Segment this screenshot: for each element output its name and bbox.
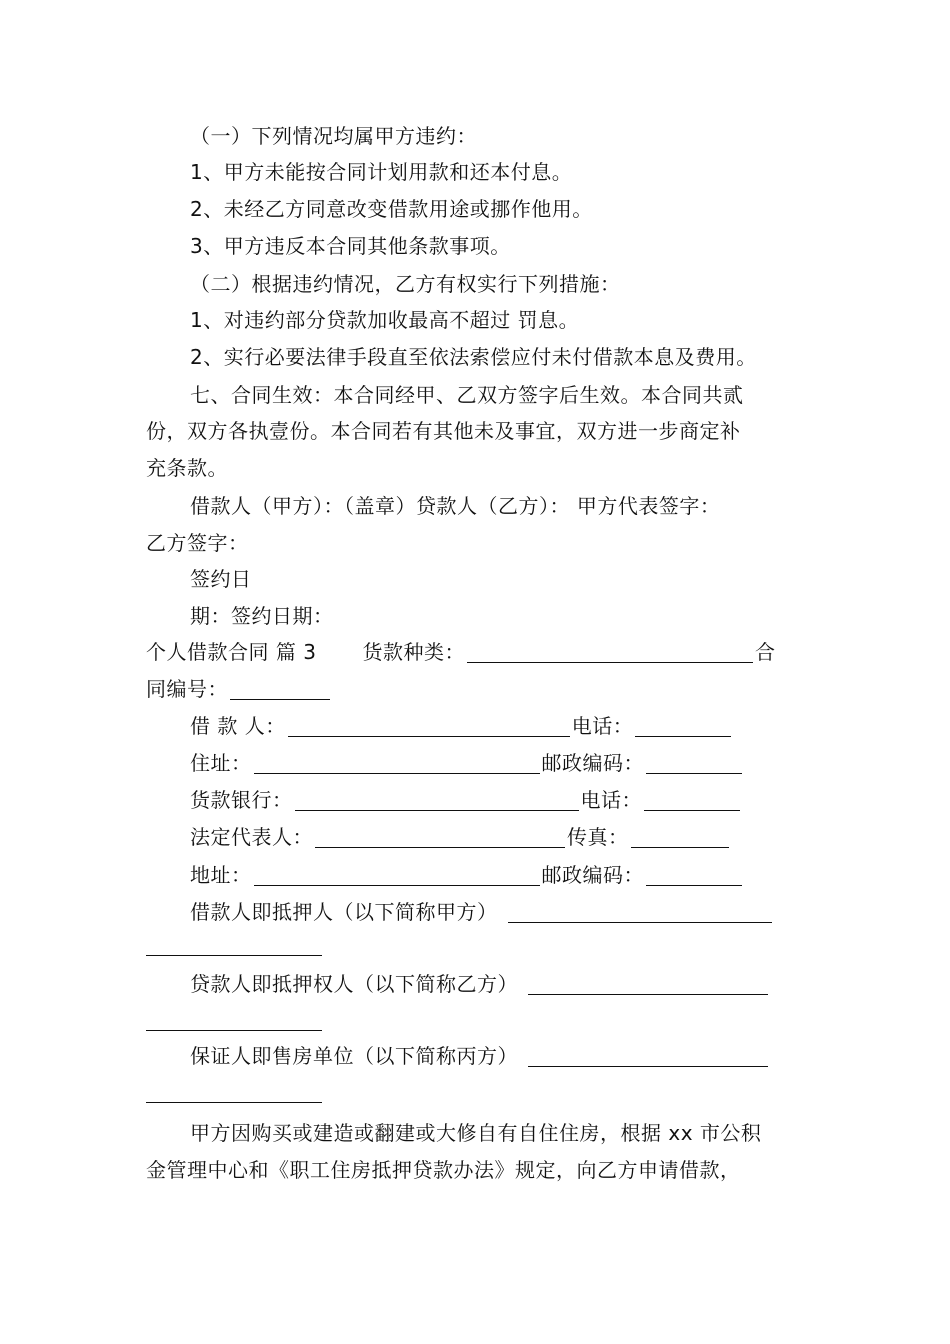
body-line-2: 金管理中心和《职工住房抵押贷款办法》规定，向乙方申请借款， (146, 1158, 741, 1182)
party-a-blank[interactable] (508, 900, 772, 923)
address-line: 住址： 邮政编码： (190, 745, 816, 781)
party-b-line: 贷款人即抵押权人（以下简称乙方） (190, 966, 816, 1002)
legal-rep-blank[interactable] (315, 825, 565, 848)
borrower-line: 借 款 人： 电话： (190, 708, 816, 744)
loan-type-label: 货款种类： (362, 640, 465, 664)
remedy-item-2: 2、实行必要法律手段直至依法索偿应付未付借款本息及费用。 (190, 345, 757, 369)
effect-clause-line-3: 充条款。 (146, 456, 228, 480)
bank-phone-blank[interactable] (644, 788, 740, 811)
party-c-blank-cont[interactable] (146, 1072, 322, 1103)
party-b-blank[interactable] (528, 972, 768, 995)
address-blank[interactable] (254, 751, 540, 774)
borrower-phone-blank[interactable] (635, 714, 731, 737)
sign-date-line-2: 期：签约日期： (190, 604, 334, 628)
signature-line-2: 乙方签字： (146, 531, 249, 555)
fax-blank[interactable] (631, 825, 729, 848)
breach-heading: （一）下列情况均属甲方违约： (190, 124, 477, 148)
contract-number-line (146, 671, 816, 707)
breach-item-1: 1、甲方未能按合同计划用款和还本付息。 (190, 160, 573, 184)
party-b-blank-cont[interactable] (146, 1000, 322, 1031)
sign-date-line-1: 签约日 (190, 567, 252, 591)
contract-header-line: 个人借款合同 篇 3 货款种类： 合 (146, 640, 776, 664)
bank-blank[interactable] (295, 788, 579, 811)
contract-number-blank[interactable] (230, 677, 330, 700)
loan-type-blank[interactable] (467, 640, 753, 663)
remedy-item-1: 1、对违约部分贷款加收最高不超过 罚息。 (190, 308, 580, 332)
contract-number-label: 同编号： (146, 677, 228, 701)
postcode2-blank[interactable] (646, 863, 742, 886)
address2-blank[interactable] (254, 863, 540, 886)
address2-line: 地址： 邮政编码： (190, 857, 816, 893)
signature-line-1: 借款人（甲方）：（盖章）贷款人（乙方）： 甲方代表签字： (190, 494, 721, 518)
borrower-blank[interactable] (288, 714, 570, 737)
party-c-line: 保证人即售房单位（以下简称丙方） (190, 1038, 816, 1074)
postcode-blank[interactable] (646, 751, 742, 774)
remedy-heading: （二）根据违约情况，乙方有权实行下列措施： (190, 272, 621, 296)
body-line-1: 甲方因购买或建造或翻建或大修自有自住住房，根据 xx 市公积 (190, 1121, 762, 1145)
effect-clause-line-2: 份，双方各执壹份。本合同若有其他未及事宜，双方进一步商定补 (146, 419, 741, 443)
bank-line: 货款银行： 电话： (190, 782, 816, 818)
party-c-blank[interactable] (528, 1044, 768, 1067)
breach-item-3: 3、甲方违反本合同其他条款事项。 (190, 234, 511, 258)
party-a-line: 借款人即抵押人（以下简称甲方） (190, 894, 816, 930)
party-a-blank-cont[interactable] (146, 955, 322, 956)
contract-title: 个人借款合同 篇 3 (146, 640, 317, 664)
breach-item-2: 2、未经乙方同意改变借款用途或挪作他用。 (190, 197, 593, 221)
effect-clause-line-1: 七、合同生效：本合同经甲、乙双方签字后生效。本合同共贰 (190, 383, 744, 407)
legal-rep-line: 法定代表人： 传真： (190, 819, 816, 855)
